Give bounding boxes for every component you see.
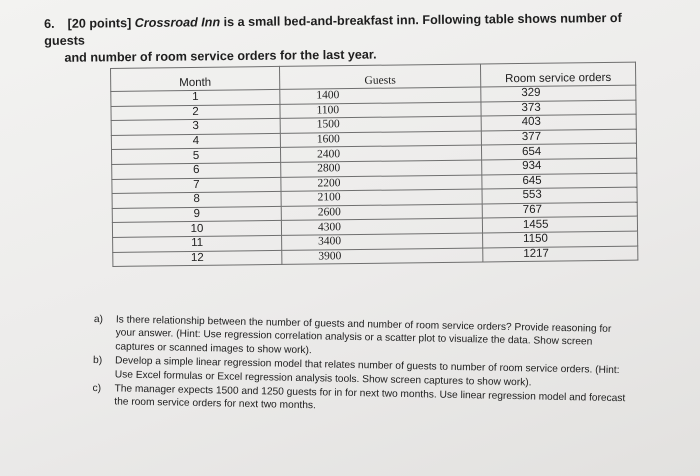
cell-orders: 934	[482, 158, 637, 174]
cell-guests: 3900	[282, 247, 483, 264]
cell-month: 5	[112, 148, 281, 165]
question-parts	[92, 313, 634, 420]
cell-orders: 645	[482, 173, 637, 189]
cell-guests: 2400	[280, 145, 481, 162]
data-table	[110, 62, 638, 268]
part-b-text: Develop a simple linear regression model that relates number of guests to number of room service orders. (Hint: Use Excel formulas or Excel regression analysis tools. Show screen captures to show work).	[114, 355, 620, 389]
cell-month: 9	[112, 206, 281, 223]
header-room-service-orders: Room service orders	[480, 62, 635, 87]
inn-name: Crossroad Inn	[134, 15, 221, 31]
part-a-letter: a)	[93, 313, 104, 326]
cell-month: 2	[111, 104, 280, 121]
part-a-text: Is there relationship between the number of guests and number of room service orders? Provide reasoning for your answer. (Hint: Use regression correlation analysis or a scatter plot to visualize the data. Show screen captures or scanned images to show work).	[115, 314, 612, 356]
data-table-container	[110, 62, 638, 268]
cell-orders: 403	[481, 114, 636, 130]
cell-orders: 767	[482, 202, 637, 218]
cell-guests: 1500	[280, 116, 481, 133]
cell-month: 3	[111, 119, 280, 136]
part-c-text: The manager expects 1500 and 1250 guests for in for next two months. Use linear regression model and forecast the room service orders for next two months.	[114, 383, 626, 412]
cell-orders: 553	[482, 187, 637, 203]
cell-month: 4	[111, 133, 280, 150]
cell-guests: 2600	[281, 204, 482, 221]
cell-month: 1	[111, 89, 280, 106]
cell-month: 7	[112, 177, 281, 194]
part-b-letter: b)	[92, 355, 103, 367]
cell-orders: 1150	[483, 231, 638, 247]
header-guests: Guests	[279, 64, 480, 89]
cell-month: 11	[113, 235, 282, 252]
cell-orders: 329	[481, 85, 636, 101]
cell-guests: 1400	[280, 87, 481, 104]
header-month: Month	[111, 66, 280, 91]
cell-month: 12	[113, 250, 282, 267]
question-points: [20 points]	[67, 16, 132, 31]
question-number: 6.	[44, 16, 55, 31]
cell-orders: 1217	[483, 246, 638, 262]
question-text-line1: is a small bed-and-breakfast inn. Following table shows number of guests	[44, 10, 622, 48]
question-header	[44, 10, 665, 67]
cell-month: 10	[112, 221, 281, 238]
cell-month: 6	[112, 162, 281, 179]
cell-orders: 1455	[482, 216, 637, 232]
cell-guests: 2100	[281, 189, 482, 206]
question-text-line2: and number of room service orders for the last year.	[64, 47, 377, 65]
cell-orders: 373	[481, 100, 636, 116]
cell-orders: 377	[481, 129, 636, 145]
cell-month: 8	[112, 192, 281, 209]
cell-guests: 2200	[281, 175, 482, 192]
cell-guests: 1600	[280, 131, 481, 148]
cell-guests: 2800	[281, 160, 482, 177]
cell-guests: 3400	[282, 233, 483, 250]
part-c-letter: c)	[92, 383, 102, 395]
cell-orders: 654	[481, 143, 636, 159]
cell-guests: 4300	[281, 218, 482, 235]
cell-guests: 1100	[280, 102, 481, 119]
